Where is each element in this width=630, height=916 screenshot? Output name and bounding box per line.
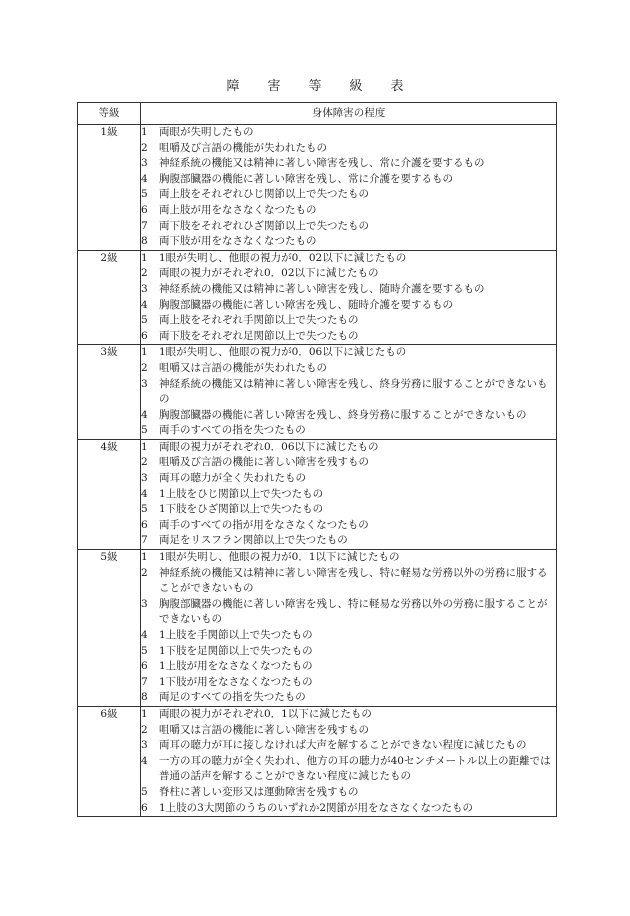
- grade-label: 3級: [78, 345, 141, 440]
- item-number: 6: [141, 660, 148, 673]
- item-number: 7: [141, 219, 148, 232]
- item-number: 4: [141, 629, 148, 641]
- item-number: 4: [141, 754, 148, 767]
- item-text: 咀嚼及び言語の機能に著しい障害を残すもの: [159, 456, 369, 469]
- item-text: 両耳の聴力が全く失われたもの: [159, 472, 306, 485]
- item-text: 両手のすべての指を失つたもの: [159, 424, 306, 437]
- title-char: 等: [308, 79, 322, 94]
- list-item: [141, 597, 556, 628]
- item-text: 両手のすべての指が用をなさなくなつたもの: [159, 518, 369, 531]
- item-number: 3: [141, 739, 148, 752]
- table-body: [78, 125, 557, 817]
- item-text: 両下肢をそれぞれ足関節以上で失つたもの: [159, 329, 359, 342]
- grade-items: [141, 250, 557, 345]
- page-title: [0, 78, 630, 96]
- item-number: 8: [141, 235, 148, 248]
- item-number: 2: [141, 723, 148, 736]
- grade-label: 4級: [78, 439, 141, 549]
- item-number: 3: [141, 377, 148, 390]
- disability-grade-table: [77, 102, 557, 817]
- item-text: 一方の耳の聴力が全く失われ、他方の耳の聴力が40センチメートル以上の距離では普通の話声を解することができない程度に減じたもの: [159, 754, 551, 783]
- item-text: 咀嚼又は言語の機能が失われたもの: [159, 361, 327, 374]
- item-text: 1上肢の3大関節のうちのいずれか2関節が用をなさなくなつたもの: [159, 801, 474, 814]
- item-text: 1上肢を手関節以上で失つたもの: [159, 629, 313, 641]
- item-number: 5: [141, 644, 148, 657]
- list-item: [141, 533, 556, 549]
- item-text: 両上肢をそれぞれひじ関節以上で失つたもの: [159, 188, 369, 201]
- list-item: [141, 738, 556, 754]
- item-text: 両足のすべての指を失つたもの: [159, 691, 306, 704]
- item-text: 両上肢が用をなさなくなつたもの: [159, 203, 317, 216]
- item-number: 5: [141, 314, 148, 327]
- grade-label: 5級: [78, 550, 141, 707]
- title-char: 級: [349, 79, 363, 94]
- item-text: 1下肢が用をなさなくなつたもの: [159, 675, 313, 688]
- item-text: 1眼が失明し、他眼の視力が0．02以下に減じたもの: [159, 251, 407, 264]
- list-item: [141, 313, 556, 329]
- item-number: 1: [141, 707, 148, 720]
- list-item: [141, 234, 556, 250]
- list-item: [141, 487, 556, 503]
- list-item: [141, 550, 556, 566]
- item-number: 7: [141, 675, 148, 688]
- grade-items: [141, 550, 557, 707]
- list-item: [141, 298, 556, 314]
- item-text: 咀嚼及び言語の機能が失われたもの: [159, 141, 327, 154]
- item-text: 両眼が失明したもの: [159, 126, 254, 138]
- list-item: [141, 455, 556, 471]
- item-number: 2: [141, 267, 148, 280]
- list-item: [141, 785, 556, 801]
- grade-items: [141, 706, 557, 816]
- item-text: 咀嚼又は言語の機能に著しい障害を残すもの: [159, 723, 369, 736]
- list-item: [141, 518, 556, 534]
- item-number: 4: [141, 408, 148, 421]
- table-row: [78, 250, 557, 345]
- list-item: [141, 659, 556, 675]
- item-text: 1上肢が用をなさなくなつたもの: [159, 660, 313, 673]
- item-number: 7: [141, 534, 148, 547]
- grade-items: [141, 125, 557, 251]
- item-text: 両下肢をそれぞれひざ関節以上で失つたもの: [159, 219, 369, 232]
- item-number: 1: [141, 551, 148, 564]
- item-number: 5: [141, 785, 148, 798]
- item-number: 8: [141, 691, 148, 704]
- item-number: 4: [141, 487, 148, 500]
- item-text: 両眼の視力がそれぞれ0．1以下に減じたもの: [159, 707, 372, 720]
- item-text: 両下肢が用をなさなくなつたもの: [159, 235, 317, 248]
- list-item: [141, 266, 556, 282]
- item-text: 1眼が失明し、他眼の視力が0．1以下に減じたもの: [159, 551, 400, 564]
- item-text: 胸腹部臓器の機能に著しい障害を残し、特に軽易な労務以外の労務に服することができないもの: [159, 597, 548, 626]
- item-number: 3: [141, 597, 148, 610]
- item-number: 1: [141, 126, 148, 138]
- list-item: [141, 707, 556, 723]
- table-row: [78, 125, 557, 251]
- list-item: [141, 754, 556, 785]
- item-text: 1眼が失明し、他眼の視力が0．06以下に減じたもの: [159, 346, 407, 359]
- item-text: 神経系統の機能又は精神に著しい障害を残し、常に介護を要するもの: [159, 157, 485, 170]
- item-number: 2: [141, 456, 148, 469]
- grade-label: 1級: [78, 125, 141, 251]
- table-row: [78, 550, 557, 707]
- item-number: 6: [141, 518, 148, 531]
- list-item: [141, 723, 556, 739]
- item-text: 両眼の視力がそれぞれ0．06以下に減じたもの: [159, 440, 379, 453]
- list-item: [141, 345, 556, 361]
- list-item: [141, 502, 556, 518]
- list-item: [141, 471, 556, 487]
- item-text: 1上肢をひじ関節以上で失つたもの: [159, 487, 324, 500]
- item-number: 4: [141, 172, 148, 185]
- list-item: [141, 628, 556, 644]
- grade-label: 6級: [78, 706, 141, 816]
- item-number: 5: [141, 424, 148, 437]
- list-item: [141, 690, 556, 706]
- grade-column-header: 等級: [78, 103, 141, 125]
- item-number: 1: [141, 440, 148, 453]
- item-number: 2: [141, 361, 148, 374]
- table-row: [78, 345, 557, 440]
- grade-items: [141, 345, 557, 440]
- list-item: [141, 408, 556, 424]
- item-number: 3: [141, 472, 148, 485]
- title-char: 害: [267, 79, 281, 94]
- item-text: 神経系統の機能又は精神に著しい障害を残し、特に軽易な労務以外の労務に服することができないもの: [159, 566, 548, 595]
- item-text: 1下肢を足関節以上で失つたもの: [159, 644, 313, 657]
- list-item: [141, 251, 556, 267]
- item-number: 4: [141, 298, 148, 311]
- list-item: [141, 329, 556, 345]
- item-number: 1: [141, 346, 148, 359]
- item-text: 神経系統の機能又は精神に著しい障害を残し、終身労務に服することができないもの: [159, 377, 548, 406]
- item-text: 胸腹部臓器の機能に著しい障害を残し、随時介護を要するもの: [159, 298, 453, 311]
- table-header-row: [78, 103, 557, 125]
- item-number: 3: [141, 282, 148, 295]
- grade-items: [141, 439, 557, 549]
- item-text: 神経系統の機能又は精神に著しい障害を残し、随時介護を要するもの: [159, 282, 485, 295]
- list-item: [141, 187, 556, 203]
- item-text: 両上肢をそれぞれ手関節以上で失つたもの: [159, 314, 359, 327]
- list-item: [141, 566, 556, 597]
- title-char: 表: [390, 79, 404, 94]
- item-number: 6: [141, 329, 148, 342]
- list-item: [141, 440, 556, 456]
- list-item: [141, 141, 556, 157]
- list-item: [141, 203, 556, 219]
- list-item: [141, 377, 556, 408]
- item-number: 2: [141, 141, 148, 154]
- item-number: 2: [141, 566, 148, 579]
- list-item: [141, 423, 556, 439]
- grade-label: 2級: [78, 250, 141, 345]
- item-number: 1: [141, 251, 148, 264]
- item-number: 6: [141, 203, 148, 216]
- table-row: [78, 439, 557, 549]
- list-item: [141, 644, 556, 660]
- item-number: 3: [141, 157, 148, 170]
- list-item: [141, 282, 556, 298]
- list-item: [141, 125, 556, 141]
- item-text: 脊柱に著しい変形又は運動障害を残すもの: [159, 785, 359, 798]
- item-number: 6: [141, 801, 148, 814]
- list-item: [141, 172, 556, 188]
- title-char: 障: [226, 79, 240, 94]
- item-text: 両眼の視力がそれぞれ0．02以下に減じたもの: [159, 267, 379, 280]
- list-item: [141, 361, 556, 377]
- item-number: 5: [141, 188, 148, 201]
- table-row: [78, 706, 557, 816]
- item-text: 両足をリスフラン関節以上で失つたもの: [159, 534, 348, 547]
- list-item: [141, 156, 556, 172]
- item-number: 5: [141, 503, 148, 516]
- list-item: [141, 675, 556, 691]
- item-text: 両耳の聴力が耳に接しなければ大声を解することができない程度に減じたもの: [159, 739, 527, 752]
- item-text: 胸腹部臓器の機能に著しい障害を残し、終身労務に服することができないもの: [159, 408, 527, 421]
- item-text: 1下肢をひざ関節以上で失つたもの: [159, 503, 324, 516]
- list-item: [141, 219, 556, 235]
- content-column-header: 身体障害の程度: [141, 103, 557, 125]
- item-text: 胸腹部臓器の機能に著しい障害を残し、常に介護を要するもの: [159, 172, 453, 185]
- list-item: [141, 801, 556, 817]
